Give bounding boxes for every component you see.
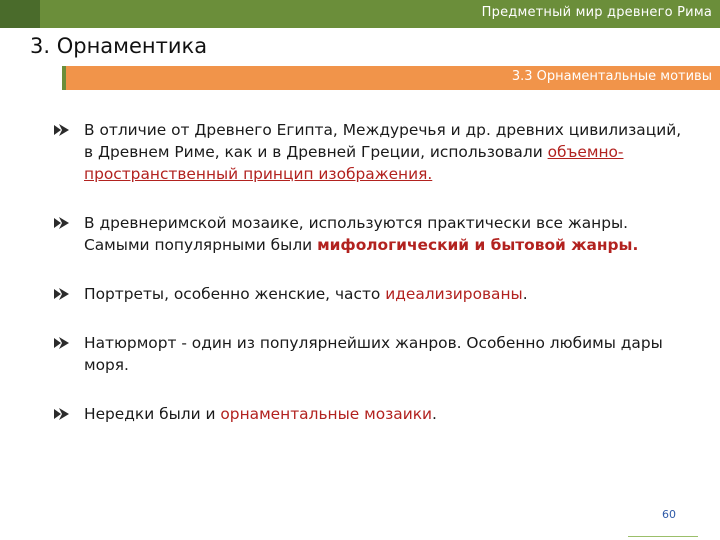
bullet-text-segment: Натюрморт - один из популярнейших жанров. Особенно любимы дары моря.	[84, 334, 663, 374]
bullet-item	[52, 403, 692, 425]
bullet-item	[52, 332, 692, 376]
bullet-text-segment: .	[522, 285, 528, 303]
highlighted-text: мифологический и бытовой жанры.	[317, 236, 639, 254]
bullet-text-segment: Портреты, особенно женские, часто	[84, 285, 386, 303]
arrow-bullet-icon	[52, 212, 74, 234]
presentation-title: Предметный мир древнего Рима	[481, 5, 712, 20]
bullet-text	[84, 334, 663, 374]
slide-heading: 3. Орнаментика	[30, 34, 208, 58]
arrow-bullet-icon	[52, 283, 74, 305]
top-banner-dark-block	[0, 0, 40, 28]
top-banner-green-block	[40, 0, 720, 28]
bullet-list	[52, 119, 692, 452]
bullet-item	[52, 212, 692, 256]
highlighted-text: орнаментальные мозаики	[220, 405, 433, 423]
highlighted-text: объемно-пространственный принцип изображения.	[84, 143, 624, 183]
bullet-text-segment: .	[432, 405, 437, 423]
bullet-text	[84, 405, 437, 423]
arrow-bullet-icon	[52, 119, 74, 141]
bullet-text-segment: Нередки были и	[84, 405, 221, 423]
subtitle-banner-spacer	[0, 66, 66, 90]
highlighted-text: идеализированы	[385, 285, 523, 303]
footer-divider	[628, 536, 698, 537]
bullet-item	[52, 119, 692, 185]
bullet-text	[84, 121, 681, 183]
arrow-bullet-icon	[52, 403, 74, 425]
section-subtitle: 3.3 Орнаментальные мотивы	[511, 69, 712, 84]
subtitle-banner	[0, 66, 720, 90]
page-number: 60	[662, 508, 676, 521]
bullet-text	[84, 285, 528, 303]
subtitle-banner-orange-block	[66, 66, 720, 90]
arrow-bullet-icon	[52, 332, 74, 354]
bullet-item	[52, 283, 692, 305]
bullet-text-segment: В древнеримской мозаике, используются практически все жанры. Самыми популярными были	[84, 214, 629, 254]
top-banner	[0, 0, 720, 28]
bullet-text-segment: В отличие от Древнего Египта, Междуречья и др. древних цивилизаций, в Древнем Риме, как и в Древней Греции, использовали	[84, 121, 682, 161]
bullet-text	[84, 214, 638, 254]
